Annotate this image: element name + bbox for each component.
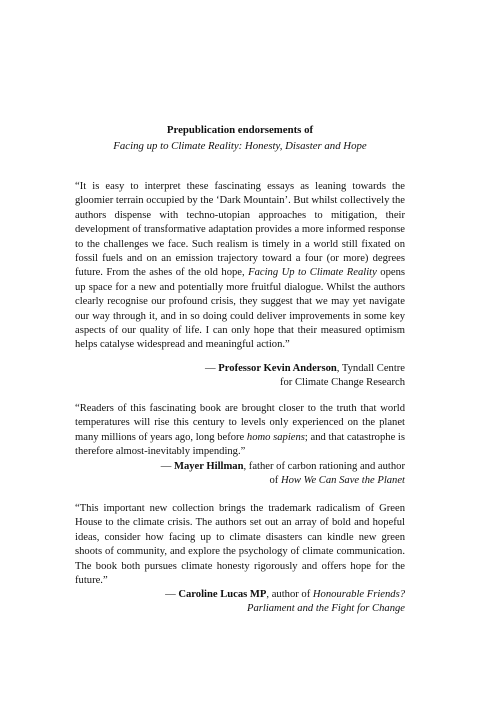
- endorsement-attribution-anderson: [75, 362, 405, 391]
- endorser-affiliation: , father of carbon rationing and author: [243, 461, 405, 472]
- endorser-name: Caroline Lucas MP: [178, 589, 267, 600]
- endorser-name: Professor Kevin Anderson: [218, 363, 337, 374]
- attribution-prefix: of: [269, 475, 281, 487]
- endorser-affiliation: , author of: [266, 589, 313, 600]
- attribution-dash: —: [160, 461, 174, 472]
- endorser-name: Mayer Hillman: [173, 461, 244, 472]
- endorsement-quote-hillman: [75, 402, 405, 460]
- endorser-book-title: How We Can Save the Planet: [280, 475, 405, 487]
- quote-text: ; and that catastrophe is therefore almost-inevitably impending.”: [75, 431, 405, 458]
- quote-text: “Readers of this fascinating book are brought closer to the truth that world temperatures will rise this century to levels only experienced on the planet many millions of years ago, long before: [75, 403, 405, 443]
- attribution-line: for Climate Change Research: [279, 377, 405, 389]
- endorsement-quote-anderson: [75, 180, 405, 353]
- endorsement-attribution-lucas: [75, 588, 405, 617]
- attribution-dash: —: [165, 589, 179, 600]
- heading-book-title: Facing up to Climate Reality: Honesty, Disaster and Hope: [113, 140, 367, 152]
- attribution-line: [75, 588, 405, 602]
- heading-title: Prepublication endorsements of: [166, 124, 314, 136]
- attribution-line: [75, 362, 405, 376]
- endorser-book-title: Parliament and the Fight for Change: [246, 603, 405, 615]
- endorser-affiliation: , Tyndall Centre: [336, 363, 405, 374]
- attribution-line: [75, 602, 405, 616]
- attribution-line: [75, 460, 405, 474]
- quote-text: opens up space for a new and potentially more fruitful dialogue. Whilst the authors clearly recognise our profound crisis, they suggest that we may yet navigate our way through it, and in so doing could deliver improvements in some key aspects of our quality of life. I can only hope that their measured optimism helps catalyse widespread and meaningful action.”: [75, 267, 405, 351]
- quote-text: “It is easy to interpret these fascinating essays as leaning towards the gloomier terrain occupied by the ‘Dark Mountain’. But whilst collectively the authors dispense with techno-utopian approaches to mitigation, their development of transformative adaptation provides a more informed response to the challenges we face. Such realism is timely in a world still fixated on fossil fuels and on an emission trajectory toward a four (or more) degrees future. From the ashes of the old hope,: [75, 181, 405, 279]
- endorsement-quote-lucas: “This important new collection brings the trademark radicalism of Green House to the climate crisis. The authors set out an array of bold and hopeful ideas, consider how facing up to climate disasters can kindle new green shoots of community, and explore the psychology of climate communication. The book both pursues climate honesty rigorously and offers hope for the future.”: [75, 503, 405, 587]
- endorsement-attribution-hillman: [75, 460, 405, 489]
- attribution-line: [75, 474, 405, 488]
- attribution-dash: —: [205, 363, 219, 374]
- quote-italic-term: homo sapiens: [246, 431, 305, 443]
- quote-book-title: Facing Up to Climate Reality: [248, 267, 377, 279]
- endorser-book-title: Honourable Friends?: [312, 589, 405, 600]
- endorsements-heading: [0, 122, 480, 154]
